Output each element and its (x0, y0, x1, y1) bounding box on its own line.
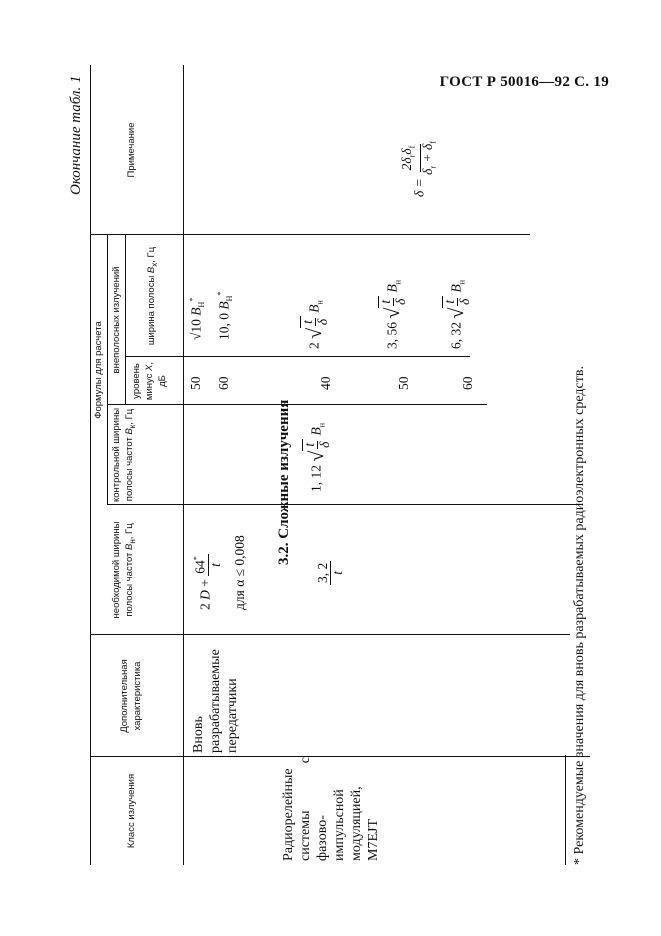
row2-width-2: 3, 56 √ t δ $B_н$ (378, 279, 408, 349)
page-header: ГОСТ Р 50016—92 С. 19 (439, 74, 609, 90)
header-necessary: необходимой ширины полосы частот $B_н$, Гц (111, 521, 137, 619)
row2-control-formula: 1, 12 √ t δ $B_н$ (302, 422, 332, 492)
row2-level-2: 50 (396, 376, 411, 390)
section-title: 3.2. Сложные излучения (276, 399, 292, 565)
row2-class: Радиорелейные системы с фазово-импульсной модуляцией, M7EJT (281, 757, 381, 861)
header-formulas: Формулы для расчета (93, 321, 104, 419)
header-note: Примечание (126, 122, 137, 178)
table-caption: Окончание табл. 1 (68, 75, 84, 195)
row2-width-3: 6, 32 √ t δ $B_н$ (442, 279, 472, 349)
header-outband: внеполосных излучений (111, 266, 122, 374)
row1-width-2: 10, 0 $B_Н^*$ (216, 291, 235, 340)
row1-extra: Вновь разрабатываемые передатчики (191, 649, 240, 753)
row2-level-3: 60 (460, 376, 475, 390)
header-level: уровень минус X, дБ (131, 361, 168, 401)
header-bottom-rule (183, 65, 184, 865)
footnote: * Рекомендуемые значения для вновь разрабатываемых радиоэлектронных средств. (572, 366, 587, 865)
header-width: ширина полосы $B_х$, Гц (146, 246, 159, 346)
rotated-table-page (60, 65, 600, 885)
row1-necessary-formula: 2 D + 64* t (192, 556, 223, 610)
outband-divider (125, 235, 126, 405)
header-class: Класс излучения (126, 773, 137, 849)
col-line-2 (90, 634, 570, 635)
row1-level-2: 60 (216, 376, 231, 390)
col-line-3 (107, 504, 577, 505)
header-control: контрольной ширины полосы частот $B_к$, Гц (111, 407, 137, 503)
footnote-rule (565, 755, 566, 865)
row1-width-1: √10 $B_Н^*$ (188, 297, 207, 340)
top-rule (90, 65, 91, 865)
header-extra: Дополнительная характеристика (119, 659, 143, 733)
row2-width-1: 2 √ t δ $B_н$ (300, 300, 330, 349)
row1-level-1: 50 (188, 376, 203, 390)
level-divider (125, 356, 470, 357)
row2-note-formula: δ = $2\delta_r\delta_f$ $\delta_r + \delta_f$ (399, 141, 438, 197)
formulas-divider (107, 235, 108, 505)
row1-condition: для α ≤ 0,008 (232, 535, 247, 610)
row2-necessary-formula: 3, 2 t (315, 562, 345, 583)
row2-level-1: 40 (318, 376, 333, 390)
